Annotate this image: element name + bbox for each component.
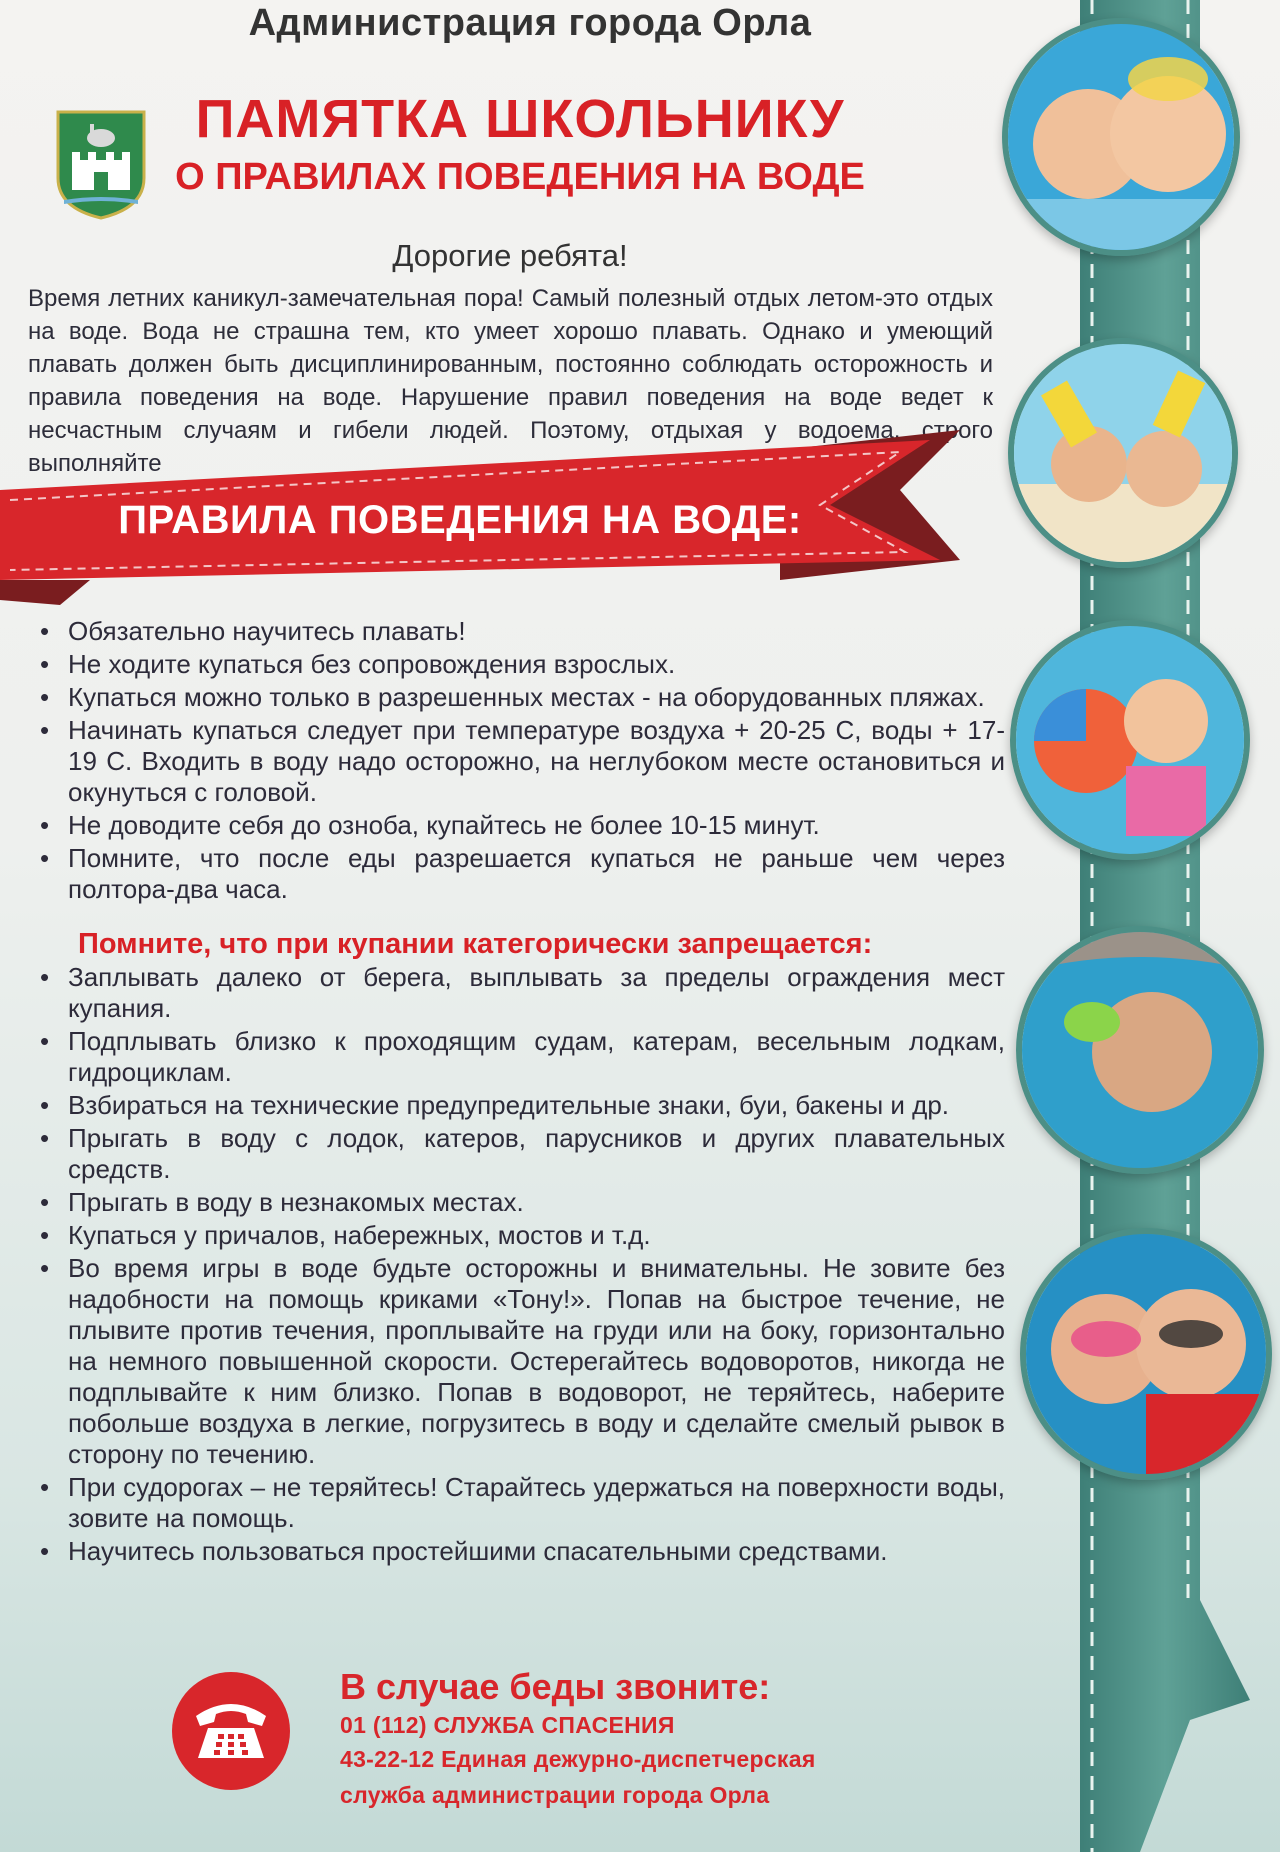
list-item: • Начинать купаться следует при температуре воздуха + 20-25 С, воды + 17-19 С. Входить в воду надо осторожно, на неглубоком месте остановиться и окунуться с головой.: [30, 715, 1005, 808]
list-item: • Подплывать близко к проходящим судам, катерам, весельным лодкам, гидроциклам.: [30, 1026, 1005, 1088]
forbidden-list: [30, 962, 1005, 1569]
photo-kids-goggles: [1020, 1228, 1272, 1480]
list-item: • Не ходите купаться без сопровождения взрослых.: [30, 649, 1005, 680]
list-item: • Обязательно научитесь плавать!: [30, 616, 1005, 647]
rules-list: [30, 616, 1005, 907]
list-item: • Не доводите себя до озноба, купайтесь не более 10-15 минут.: [30, 810, 1005, 841]
title-line-1: ПАМЯТКА ШКОЛЬНИКУ: [195, 89, 845, 149]
photo-boy-underwater: [1016, 926, 1264, 1174]
forbidden-heading: Помните, что при купании категорически запрещается:: [78, 928, 873, 960]
leaflet-title: [150, 88, 890, 200]
list-item: • Во время игры в воде будьте осторожны и внимательны. Не зовите без надобности на помощь криками «Тону!». Попав на быстрое течение, не плывите против течения, проплывайте на груди или на боку, горизонтально на немного повышенной скорости. Остерегайтесь водоворотов, никогда не подплывайте к ним близко. Попав в водоворот, не теряйтесь, наберите побольше воздуха в легкие, погрузитесь в воду и сделайте смелый рывок в сторону по течению.: [30, 1253, 1005, 1470]
list-item: • При судорогах – не теряйтесь! Старайтесь удержаться на поверхности воды, зовите на помощь.: [30, 1472, 1005, 1534]
intro-paragraph: Время летних каникул-замечательная пора! Самый полезный отдых летом-это отдых на воде. Вода не страшна тем, кто умеет хорошо плавать. Однако и умеющий плавать должен быть дисциплинированным, постоянно соблюдать осторожность и правила поведения на воде. Нарушение правил поведения на воде ведет к несчастным случаям и гибели людей. Поэтому, отдыхая у водоема, строго выполняйте: [28, 285, 993, 477]
contact-rescue-service: 01 (112) СЛУЖБА СПАСЕНИЯ: [340, 1712, 675, 1738]
phone-icon: [172, 1672, 290, 1790]
city-emblem-icon: [54, 108, 148, 220]
greeting: Дорогие ребята!: [392, 238, 628, 273]
photo-girl-with-ball: [1010, 620, 1250, 860]
administration-title: Администрация города Орла: [248, 2, 812, 44]
list-item: • Заплывать далеко от берега, выплывать за пределы ограждения мест купания.: [30, 962, 1005, 1024]
list-item: • Прыгать в воду с лодок, катеров, парусников и других плавательных средств.: [30, 1123, 1005, 1185]
rules-banner-title: ПРАВИЛА ПОВЕДЕНИЯ НА ВОДЕ:: [118, 498, 802, 542]
photo-kids-snorkel: [1002, 18, 1240, 256]
photo-kids-beach: [1008, 338, 1238, 568]
emergency-heading: В случае беды звоните:: [340, 1666, 771, 1707]
contact-dispatch-service: 43-22-12 Единая дежурно-диспетчерская: [340, 1746, 816, 1772]
list-item: • Прыгать в воду в незнакомых местах.: [30, 1187, 1005, 1218]
list-item: • Взбираться на технические предупредительные знаки, буи, бакены и др.: [30, 1090, 1005, 1121]
list-item: • Научитесь пользоваться простейшими спасательными средствами.: [30, 1536, 1005, 1567]
title-line-2: О ПРАВИЛАХ ПОВЕДЕНИЯ НА ВОДЕ: [175, 156, 865, 199]
contact-dispatch-service-cont: служба администрации города Орла: [340, 1782, 770, 1808]
list-item: • Помните, что после еды разрешается купаться не раньше чем через полтора-два часа.: [30, 843, 1005, 905]
list-item: • Купаться у причалов, набережных, мостов и т.д.: [30, 1220, 1005, 1251]
list-item: • Купаться можно только в разрешенных местах - на оборудованных пляжах.: [30, 682, 1005, 713]
